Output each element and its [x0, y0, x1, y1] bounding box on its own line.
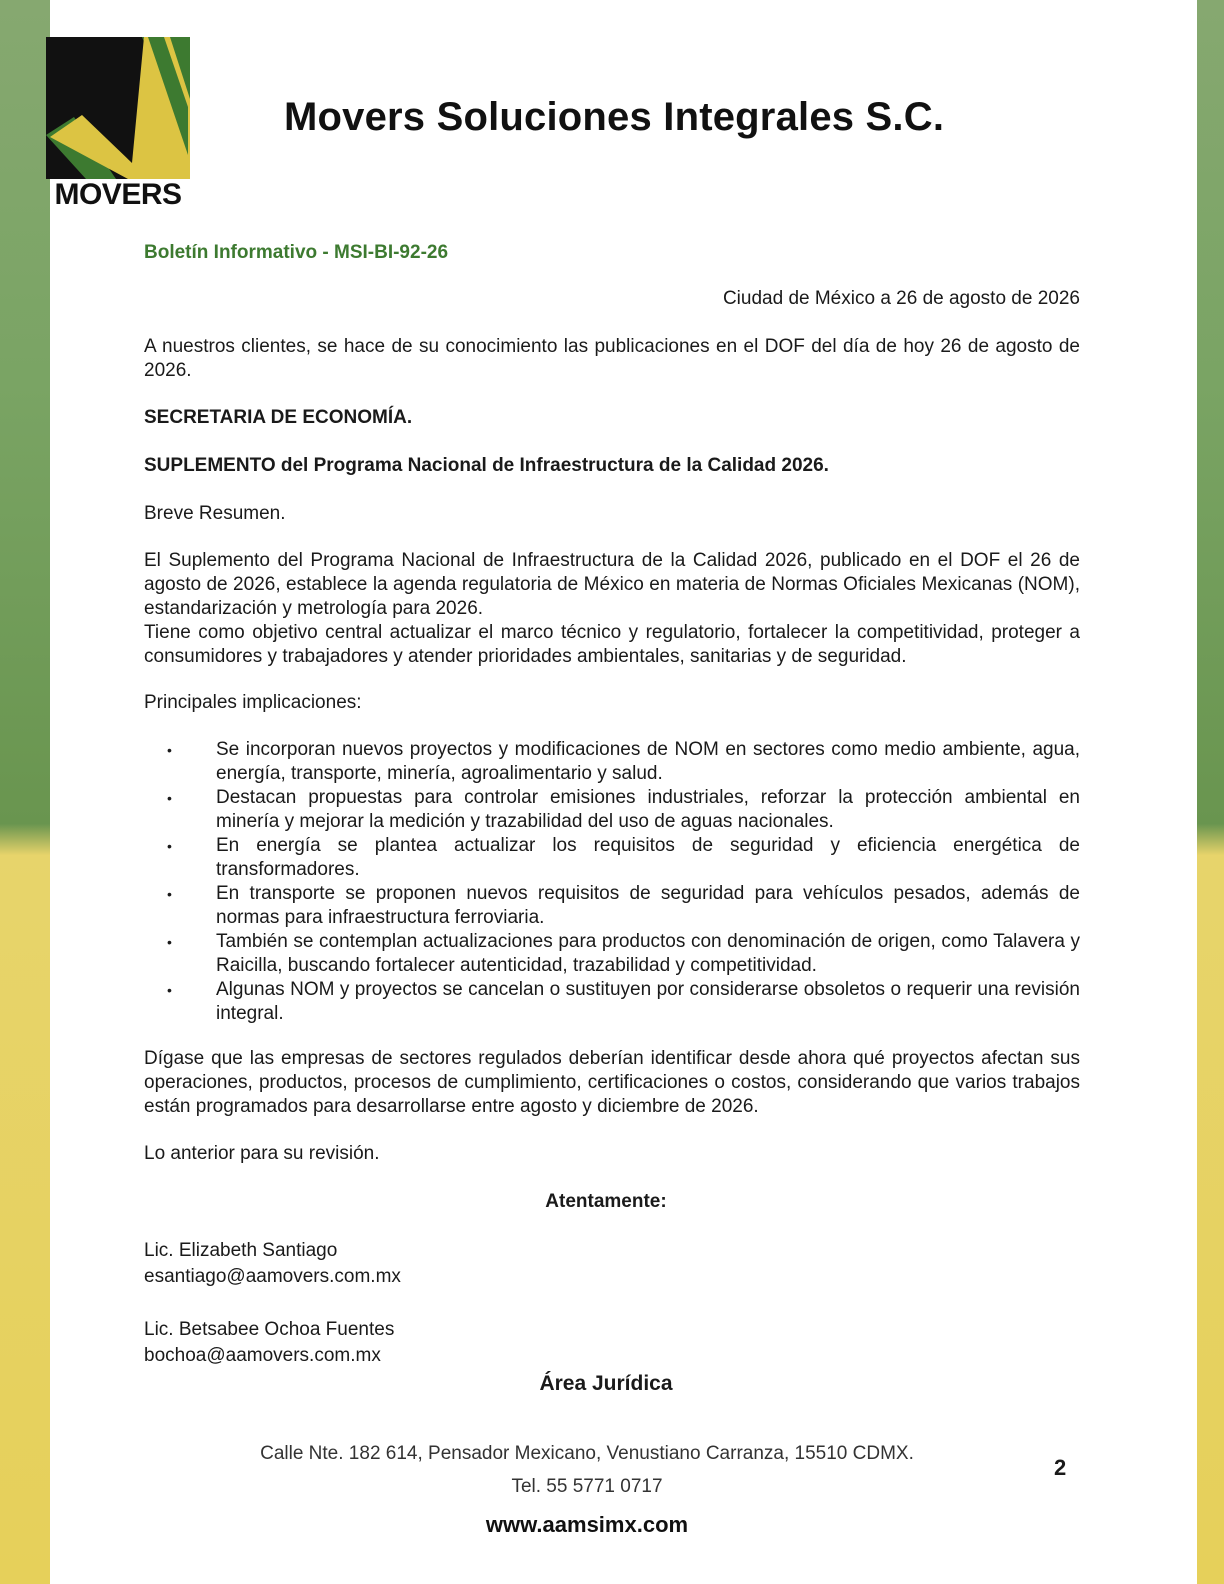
place-date: Ciudad de México a 26 de agosto de 2026	[722, 288, 1080, 309]
conclusion-paragraph: Dígase que las empresas de sectores regulados deberían identificar desde ahora qué proyectos afectan sus operaciones, productos, procesos de cumplimiento, certificaciones o costos, considerando que varios trabajos están programados para desarrollarse entre agosto y diciembre de 2026.	[144, 1048, 1080, 1117]
list-item: • Se incorporan nuevos proyectos y modificaciones de NOM en sectores como medio ambiente, agua, energía, transporte, minería, agroalimentario y salud.	[167, 739, 1080, 784]
intro-paragraph: A nuestros clientes, se hace de su conocimiento las publicaciones en el DOF del día de hoy 26 de agosto de 2026.	[144, 336, 1080, 381]
closing-note: Lo anterior para su revisión.	[144, 1143, 380, 1164]
list-item: • En energía se plantea actualizar los requisitos de seguridad y eficiencia energética de transformadores.	[167, 835, 1080, 880]
bullet-icon: •	[167, 934, 172, 950]
bullet-icon: •	[167, 742, 172, 758]
agency-heading: SECRETARIA DE ECONOMÍA.	[144, 407, 413, 428]
signer-name-2: Lic. Betsabee Ochoa Fuentes	[144, 1319, 395, 1340]
signer-email-2: bochoa@aamovers.com.mx	[144, 1345, 381, 1366]
right-decorative-band	[1197, 0, 1224, 1584]
summary-heading: Breve Resumen.	[144, 503, 286, 524]
footer-address: Calle Nte. 182 614, Pensador Mexicano, Venustiano Carranza, 15510 CDMX.	[260, 1443, 914, 1464]
summary-paragraph-2: Tiene como objetivo central actualizar el marco técnico y regulatorio, fortalecer la competitividad, proteger a consumidores y trabajadores y atender prioridades ambientales, sanitarias y de seguridad.	[144, 622, 1080, 667]
summary-paragraph-1: El Suplemento del Programa Nacional de Infraestructura de la Calidad 2026, publicado en el DOF el 26 de agosto de 2026, establece la agenda regulatoria de México en materia de Normas Oficiales Mexicanas (NOM), estandarización y metrología para 2026.	[144, 550, 1080, 619]
signer-email-1: esantiago@aamovers.com.mx	[144, 1266, 401, 1287]
implications-list	[144, 738, 1080, 1026]
company-name: Movers Soluciones Integrales S.C.	[284, 95, 945, 139]
bulletin-id: Boletín Informativo - MSI-BI-92-26	[144, 242, 449, 263]
bullet-icon: •	[167, 790, 172, 806]
footer-website: www.aamsimx.com	[485, 1512, 689, 1537]
implications-heading: Principales implicaciones:	[144, 692, 362, 713]
bullet-icon: •	[167, 886, 172, 902]
list-item: • En transporte se proponen nuevos requisitos de seguridad para vehículos pesados, además de normas para infraestructura ferroviaria.	[167, 883, 1080, 928]
signer-name-1: Lic. Elizabeth Santiago	[144, 1240, 338, 1261]
logo-wordmark: MOVERS	[54, 178, 182, 211]
department: Área Jurídica	[539, 1372, 673, 1395]
list-item: • Destacan propuestas para controlar emisiones industriales, reforzar la protección ambiental en minería y mejorar la medición y trazabilidad del uso de aguas nacionales.	[167, 787, 1080, 832]
bullet-icon: •	[167, 982, 172, 998]
footer-phone: Tel. 55 5771 0717	[511, 1476, 663, 1497]
left-decorative-band	[0, 0, 50, 1584]
list-item: • Algunas NOM y proyectos se cancelan o sustituyen por considerarse obsoletos o requerir una revisión integral.	[167, 979, 1080, 1024]
page-number: 2	[1054, 1455, 1067, 1480]
regards: Atentamente:	[545, 1191, 667, 1212]
list-item: • También se contemplan actualizaciones para productos con denominación de origen, como Talavera y Raicilla, buscando fortalecer autenticidad, trazabilidad y competitividad.	[167, 931, 1080, 976]
bullet-icon: •	[167, 838, 172, 854]
subject-heading: SUPLEMENTO del Programa Nacional de Infraestructura de la Calidad 2026.	[144, 455, 829, 476]
